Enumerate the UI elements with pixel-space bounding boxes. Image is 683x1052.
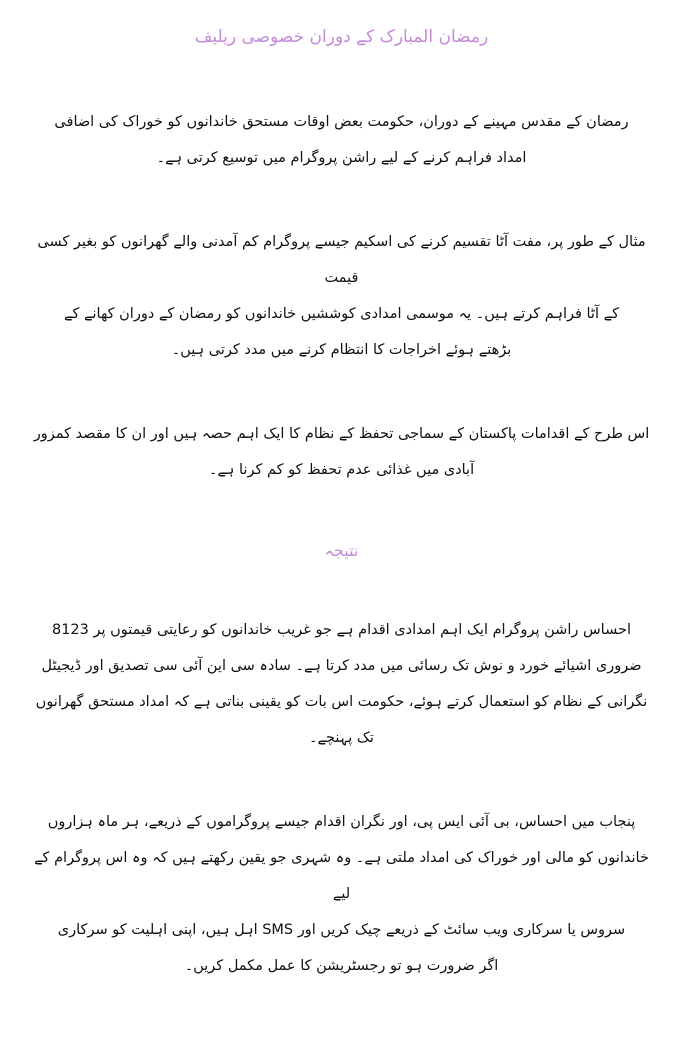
text-line: اس طرح کے اقدامات پاکستان کے سماجی تحفظ کے نظام کا ایک اہم حصہ ہیں اور ان کا مقصد کمزور (33, 426, 650, 442)
text-line: اگر ضرورت ہو تو رجسٹریشن کا عمل مکمل کریں۔ (184, 958, 499, 974)
text-line: احساس راشن پروگرام ایک اہم امدادی اقدام ہے جو غریب خاندانوں کو رعایتی قیمتوں پر 8123 (51, 622, 632, 638)
text-line: رمضان کے مقدس مہینے کے دوران، حکومت بعض اوقات مستحق خاندانوں کو خوراک کی اضافی (54, 114, 629, 130)
text-line: نگرانی کے نظام کو استعمال کرتے ہوئے، حکومت اس بات کو یقینی بناتی ہے کہ امداد مستحق گھرانوں (35, 694, 648, 710)
paragraph-ramadan-intro (24, 104, 659, 176)
text-line: بڑھتے ہوئے اخراجات کا انتظام کرنے میں مدد کرتی ہیں۔ (171, 342, 512, 358)
document-title: رمضان المبارک کے دوران خصوصی ریلیف (194, 27, 489, 47)
conclusion-heading: نتیجہ (324, 541, 359, 560)
paragraph-punjab-programs (24, 804, 659, 984)
text-line: خاندانوں کو مالی اور خوراک کی امداد ملتی ہے۔ وہ شہری جو یقین رکھتے ہیں کہ وہ اس پروگرام کے لیے (34, 850, 649, 902)
text-line: امداد فراہم کرنے کے لیے راشن پروگرام میں توسیع کرتی ہے۔ (156, 150, 527, 166)
paragraph-social-protection (24, 416, 659, 488)
paragraph-free-flour (24, 224, 659, 368)
text-line: پنجاب میں احساس، بی آئی ایس پی، اور نگران اقدام جیسے پروگراموں کے ذریعے، ہر ماہ ہزاروں (47, 814, 636, 830)
text-line: ضروری اشیائے خورد و نوش تک رسائی میں مدد کرتا ہے۔ سادہ سی این آئی سی تصدیق اور ڈیجیٹل (41, 658, 642, 674)
text-line: آبادی میں غذائی عدم تحفظ کو کم کرنا ہے۔ (208, 462, 475, 478)
text-line: مثال کے طور پر، مفت آٹا تقسیم کرنے کی اسکیم جیسے پروگرام کم آمدنی والے گھرانوں کو بغیر کسی قیمت (37, 234, 646, 286)
text-line: کے آٹا فراہم کرتے ہیں۔ یہ موسمی امدادی کوششیں خاندانوں کو رمضان کے دوران کھانے کے (63, 306, 619, 322)
paragraph-ehsaas-ration (24, 612, 659, 756)
text-line: سروس یا سرکاری ویب سائٹ کے ذریعے چیک کریں اور SMS اہل ہیں، اپنی اہلیت کو سرکاری (57, 922, 626, 938)
text-line: تک پہنچے۔ (309, 730, 374, 746)
